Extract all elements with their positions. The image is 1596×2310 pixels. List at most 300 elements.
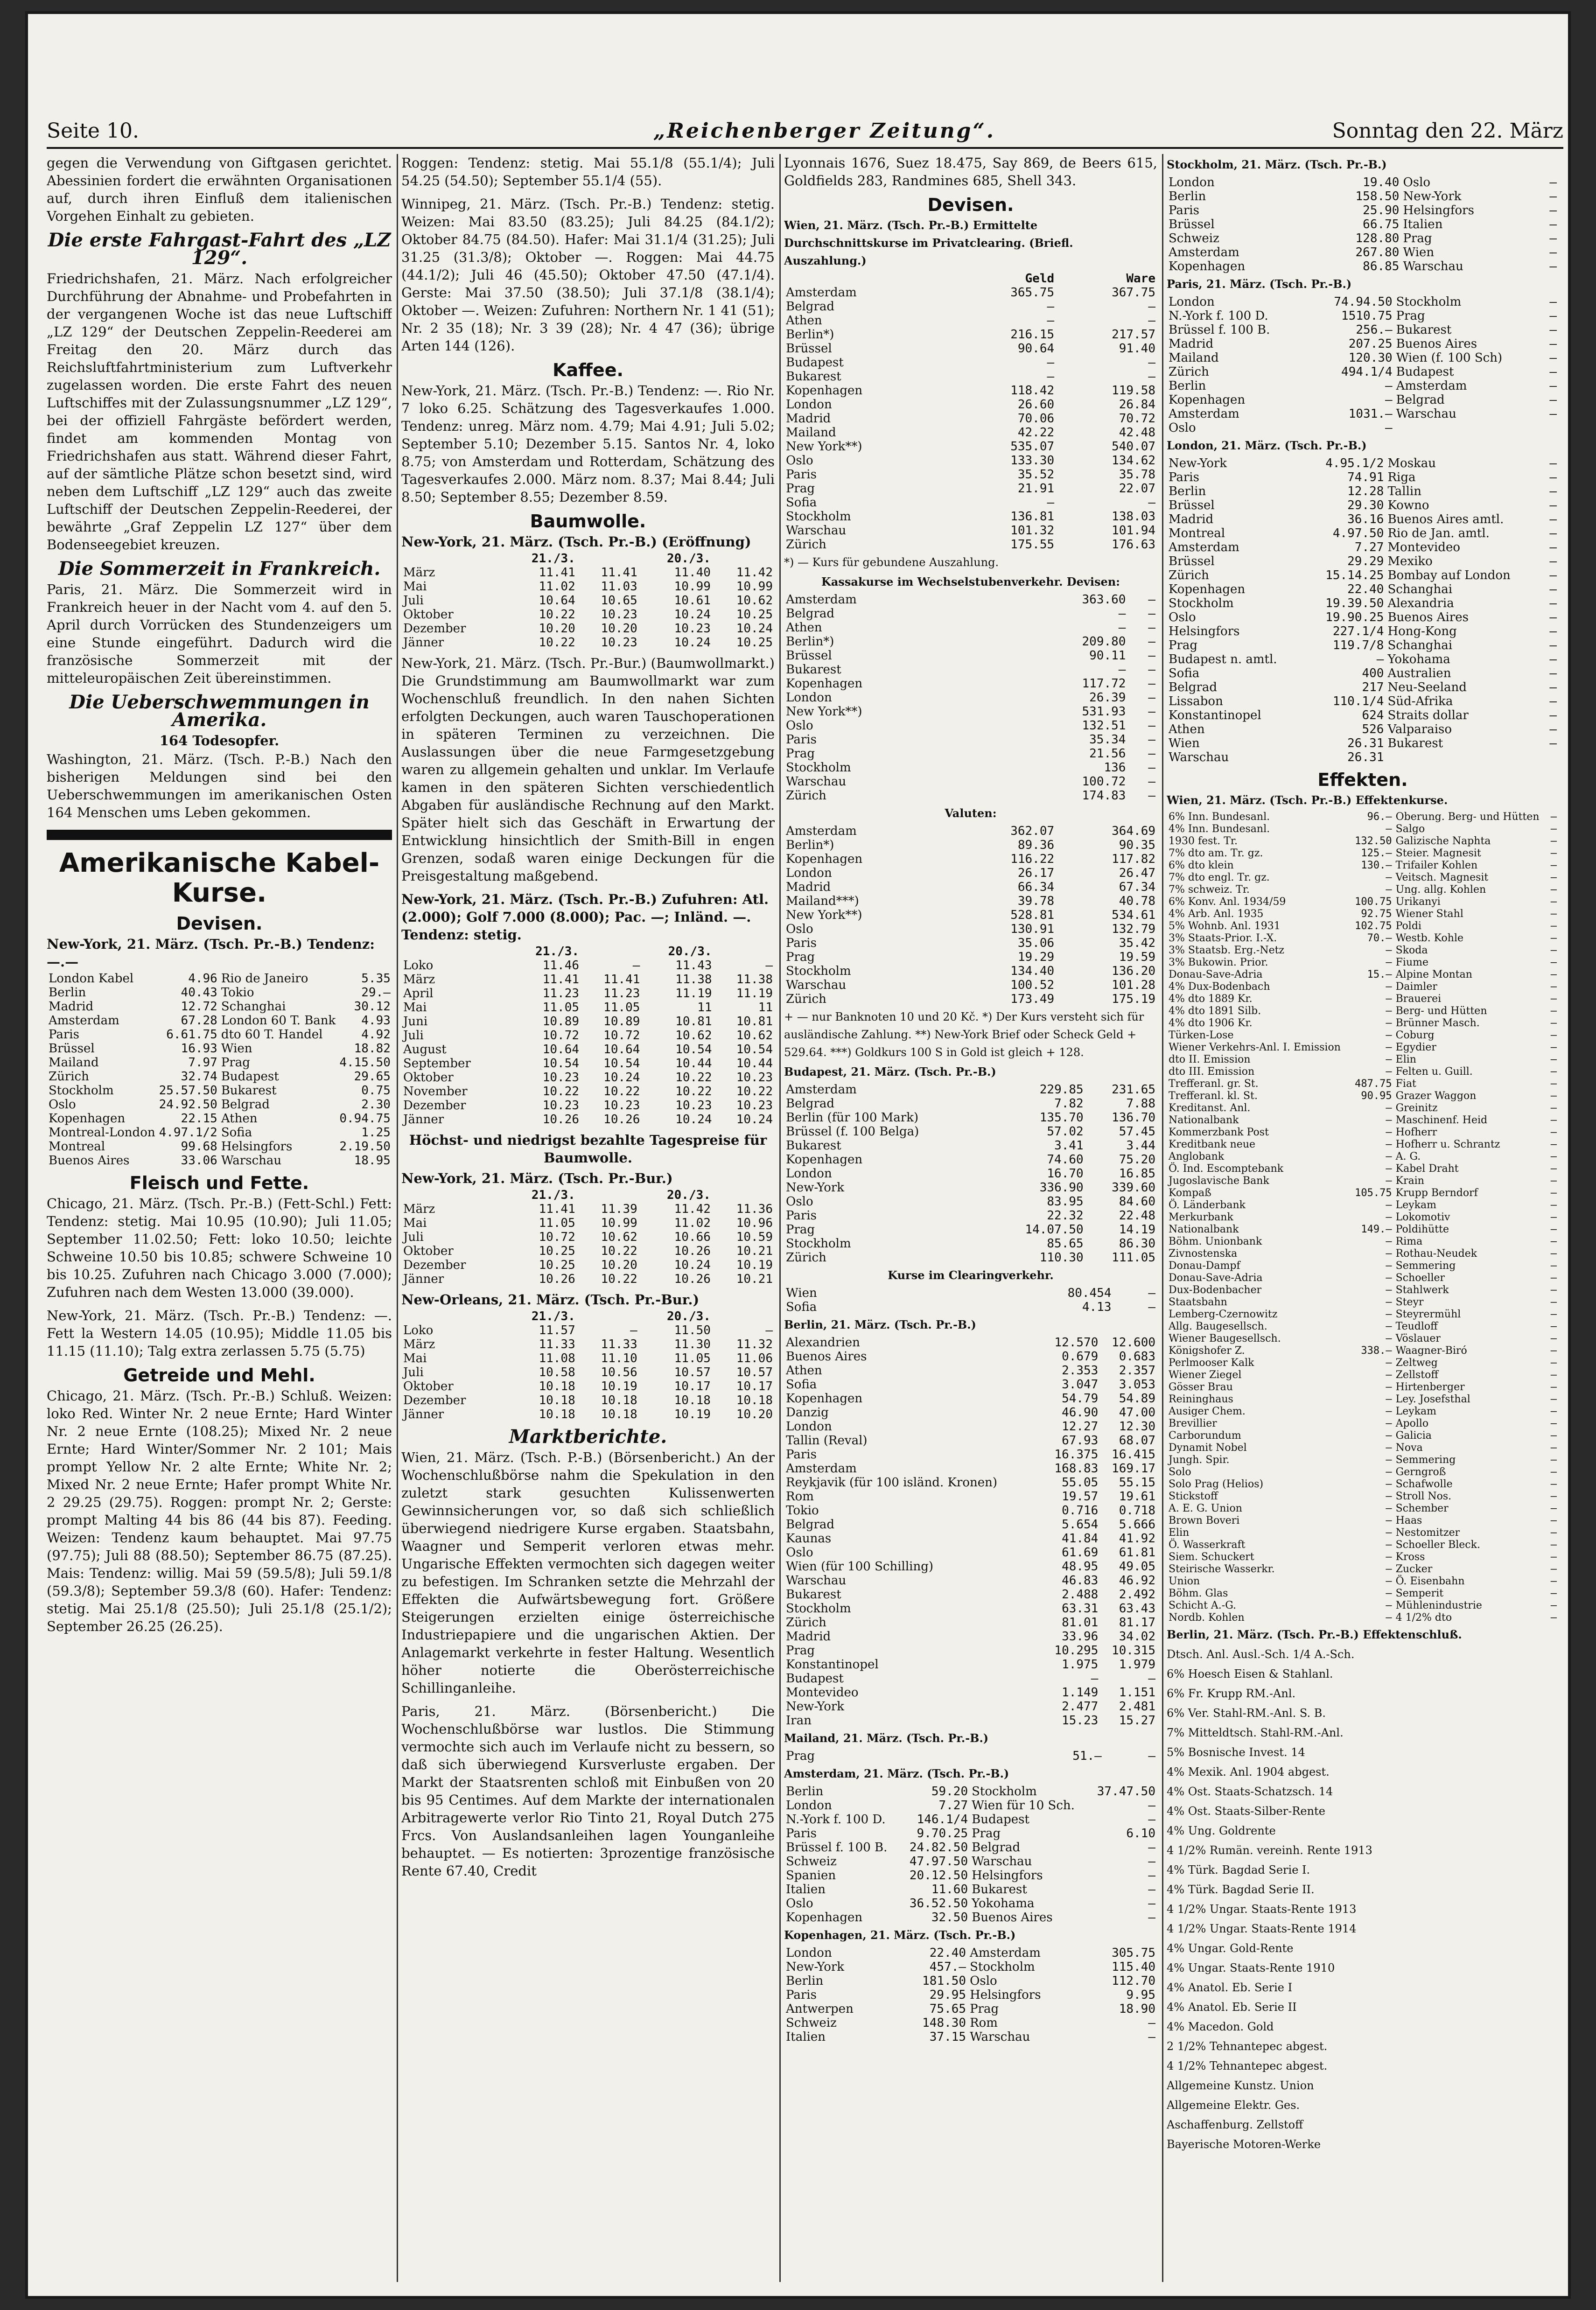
table-cell: Hirtenberger: [1395, 1381, 1465, 1393]
table-cell: —: [1386, 1005, 1392, 1017]
table-cell: Reykjavik (für 100 isländ. Kronen): [786, 1476, 998, 1490]
table-cell: 531.93: [1082, 705, 1126, 719]
table-cell: 11.05: [674, 1351, 711, 1365]
table-cell: 10.66: [674, 1230, 711, 1244]
table-row: [784, 1658, 1157, 1672]
table-row: [784, 1841, 1157, 1855]
table-cell: 22.40: [1347, 582, 1384, 596]
table-cell: Dux-Bodenbacher: [1169, 1284, 1262, 1296]
table-cell: Tallin: [1387, 484, 1421, 498]
table-cell: Warschau: [786, 1574, 847, 1588]
table-cell: Schanghai: [1387, 582, 1453, 596]
table-cell: London: [1169, 175, 1215, 189]
column-2: [401, 154, 775, 2282]
wien-note: *) — Kurs für gebundene Auszahlung.: [784, 556, 999, 569]
table-row: [401, 1085, 775, 1099]
article-baumwollmarkt: New-York, 21. März. (Tsch. Pr.-Bur.) (Baumwollmarkt.) Die Grundstimmung am Baumwollmarkt war zum Wochenschluß freundlich. In den nahen Sichten erfolgten Deckungen, auch waren Tauschoperationen in späteren Terminen zu verzeichnen. Die Auslassungen über die neue Farmgesetzgebung waren zu allgemein gehalten und unklar. Im Verlaufe kamen in den späteren Sichten verschiedentlich Abgaben für ausländische Rechnung auf den Markt. Später hielt sich das Geschäft in Erwartung der Entwicklung hinsichtlich der Smith-Bill in engen Grenzen, sodaß waren einige Deckungen für die Preisgestaltung maßgebend.: [401, 655, 775, 884]
table-cell: Australien: [1387, 666, 1451, 680]
clearing-title: Kurse im Clearingverkehr.: [888, 1268, 1054, 1282]
table-cell: 10.44: [736, 1057, 773, 1071]
table-row: [784, 1434, 1157, 1448]
table-cell: 10.22: [601, 1272, 637, 1286]
table-cell: Perlmooser Kalk: [1169, 1357, 1254, 1369]
table-cell: —: [1550, 1551, 1557, 1563]
table-row: [784, 1350, 1157, 1364]
table-cell: Poldihütte: [1395, 1224, 1449, 1235]
table-cell: 26.84: [1119, 398, 1155, 412]
table-cell: London: [786, 1799, 832, 1813]
table-cell: 136.81: [1010, 510, 1055, 524]
table-cell: Stockholm: [786, 1602, 851, 1616]
table-cell: 19.40: [1363, 175, 1400, 189]
table-row: [1167, 1284, 1559, 1296]
table-cell: 11.41: [539, 1202, 575, 1216]
table-cell: —: [1549, 189, 1557, 203]
table-cell: März: [403, 1202, 435, 1216]
table-cell: 24.82.50: [909, 1841, 968, 1855]
table-cell: —: [1148, 1869, 1155, 1883]
table-cell: Oktober: [403, 1244, 454, 1258]
table-cell: —: [1550, 1491, 1557, 1502]
table-row: [784, 607, 1157, 621]
table-cell: 70.72: [1119, 412, 1155, 426]
table-cell: Mexiko: [1387, 554, 1433, 568]
table-cell: Rothau-Neudek: [1395, 1248, 1477, 1260]
table-cell: 10.62: [736, 1029, 773, 1043]
table-cell: —: [1549, 722, 1557, 736]
table-cell: Jänner: [403, 1113, 444, 1127]
table-row: [401, 1029, 775, 1043]
table-cell: Maschinenf. Heid: [1395, 1114, 1488, 1126]
column-rule: [397, 154, 398, 2282]
table-cell: Montreal: [1169, 526, 1225, 540]
list-item: 6% Fr. Krupp RM.-Anl.: [1167, 1687, 1296, 1700]
table-row: [784, 1223, 1157, 1237]
table-cell: 231.65: [1112, 1083, 1155, 1097]
list-item: 2 1/2% Tehnantepec abgest.: [1167, 2040, 1328, 2053]
table-cell: 175.55: [1010, 538, 1055, 552]
table-cell: 22.48: [1119, 1209, 1155, 1223]
table-cell: Riga: [1387, 470, 1416, 484]
mailand-table: [784, 1749, 1157, 1763]
table-row: [784, 328, 1157, 342]
table-cell: Mailand***): [786, 894, 859, 908]
table-row: [1167, 540, 1559, 554]
table-cell: 89.36: [1017, 838, 1055, 852]
table-cell: 10.57: [674, 1365, 711, 1379]
table-cell: 49.05: [1119, 1560, 1155, 1574]
table-cell: —: [1550, 1309, 1557, 1320]
table-cell: —: [765, 1323, 773, 1337]
table-row: [1167, 750, 1559, 764]
table-cell: Waagner-Biró: [1395, 1345, 1467, 1357]
table-cell: 119.58: [1112, 384, 1155, 398]
table-row: [1167, 920, 1559, 932]
table-cell: 173.49: [1010, 992, 1055, 1006]
table-cell: —: [1549, 351, 1557, 365]
table-cell: —: [1550, 811, 1557, 823]
table-cell: Kreditbank neue: [1169, 1139, 1256, 1150]
table-cell: Ley. Josefsthal: [1395, 1393, 1470, 1405]
table-cell: 47.00: [1119, 1406, 1155, 1420]
table-cell: —: [1148, 775, 1155, 789]
table-cell: 10.24: [674, 1258, 711, 1272]
table-cell: 61.81: [1119, 1546, 1155, 1560]
table-cell: 16.70: [1047, 1167, 1084, 1181]
table-cell: Belgrad: [786, 300, 835, 314]
table-cell: Leykam: [1395, 1406, 1437, 1417]
table-cell: 11.33: [539, 1337, 575, 1351]
table-cell: 4.96: [188, 972, 217, 986]
table-row: [47, 1140, 392, 1154]
table-cell: Rom: [970, 2016, 998, 2030]
table-row: [1167, 526, 1559, 540]
table-cell: —: [1386, 993, 1392, 1005]
table-cell: 11.43: [675, 959, 712, 973]
table-cell: London 60 T. Bank: [221, 1014, 336, 1028]
table-cell: Berlin*): [786, 635, 834, 649]
table-cell: Amsterdam: [1169, 540, 1239, 554]
table-row: [1167, 1211, 1559, 1224]
table-cell: 10.22: [601, 1244, 637, 1258]
list-item: 4% Türk. Bagdad Serie I.: [1167, 1863, 1310, 1876]
table-cell: New-York: [1169, 456, 1227, 470]
table-cell: —: [1549, 407, 1557, 421]
table-row: [784, 370, 1157, 384]
table-cell: 2.488: [1062, 1588, 1099, 1602]
table-cell: Dezember: [403, 1393, 466, 1407]
table-cell: —: [1047, 300, 1055, 314]
table-cell: 134.62: [1112, 454, 1155, 468]
table-row: [1167, 1309, 1559, 1321]
list-item: Allgemeine Kunstz. Union: [1167, 2079, 1314, 2092]
table-cell: —: [1386, 1284, 1392, 1296]
table-row: [784, 1378, 1157, 1392]
table-row: [784, 1700, 1157, 1714]
table-row: [1167, 1236, 1559, 1248]
table-cell: Lissabon: [1169, 694, 1223, 708]
table-cell: 534.61: [1112, 908, 1155, 922]
table-cell: 35.78: [1119, 468, 1155, 482]
table-cell: —: [1386, 1102, 1392, 1114]
table-cell: Süd-Afrika: [1387, 694, 1453, 708]
table-cell: Semmering: [1395, 1260, 1456, 1272]
list-item: 4% Anatol. Eb. Serie I: [1167, 1981, 1293, 1994]
table-cell: New York**): [786, 440, 862, 454]
table-row: [1167, 1600, 1559, 1612]
table-cell: —: [1386, 1054, 1392, 1065]
table-cell: 10.20: [736, 1407, 773, 1421]
table-row: [1167, 1199, 1559, 1211]
table-row: [784, 1560, 1157, 1574]
list-item: 4% Ung. Goldrente: [1167, 1824, 1276, 1837]
table-cell: —: [1550, 1248, 1557, 1260]
table-cell: —: [1386, 1406, 1392, 1417]
table-cell: 10.25: [736, 608, 773, 622]
table-cell: Reininghaus: [1169, 1393, 1233, 1405]
table-row: [401, 594, 775, 608]
table-row: [401, 1323, 775, 1337]
table-cell: 10.89: [542, 1015, 580, 1029]
table-cell: —: [1386, 1151, 1392, 1162]
table-row: [1167, 484, 1559, 498]
table-cell: 74.60: [1047, 1153, 1084, 1167]
table-row: [784, 1714, 1157, 1728]
budapest-table: [784, 1083, 1157, 1265]
table-cell: Amsterdam: [1169, 245, 1239, 259]
table-cell: 11: [758, 1001, 773, 1015]
table-row: [1167, 1357, 1559, 1369]
table-cell: 11.32: [736, 1337, 773, 1351]
list-item: Allgemeine Elektr. Ges.: [1167, 2099, 1300, 2112]
table-cell: —: [1549, 470, 1557, 484]
table-cell: Schoeller Bleck.: [1395, 1539, 1480, 1551]
table-cell: 10.96: [736, 1216, 773, 1230]
table-cell: Jungh. Spir.: [1169, 1454, 1230, 1466]
table-cell: 10.23: [601, 608, 637, 622]
table-cell: London: [786, 1946, 832, 1960]
table-cell: 11.46: [542, 959, 580, 973]
table-cell: —: [1148, 691, 1155, 705]
baumwolle-table-2: [401, 945, 775, 1127]
table-cell: Berlin: [1169, 484, 1206, 498]
table-cell: —: [1148, 370, 1155, 384]
table-header-cell: 20./3.: [668, 945, 712, 959]
table-cell: Paris: [786, 1827, 817, 1841]
table-cell: 3.41: [1054, 1139, 1084, 1153]
table-cell: 10.57: [736, 1365, 773, 1379]
table-cell: 339.60: [1112, 1181, 1155, 1195]
table-cell: —: [1549, 512, 1557, 526]
table-cell: 10.26: [539, 1272, 575, 1286]
table-cell: 91.40: [1119, 342, 1155, 356]
table-row: [47, 1014, 392, 1028]
table-cell: September: [403, 1057, 471, 1071]
table-cell: Oktober: [403, 1071, 454, 1085]
table-row: [401, 1057, 775, 1071]
table-row: [784, 496, 1157, 510]
table-cell: Hofherr: [1395, 1127, 1437, 1138]
table-cell: —: [1148, 705, 1155, 719]
table-cell: —: [1549, 540, 1557, 554]
issue-date: Sonntag den 22. März: [1332, 119, 1563, 143]
table-cell: 1.25: [361, 1126, 391, 1140]
table-cell: —: [1549, 365, 1557, 379]
section-fleisch: Fleisch und Fette.: [129, 1173, 309, 1193]
table-cell: 81.01: [1062, 1616, 1099, 1630]
table-row: [401, 1337, 775, 1351]
table-cell: 100.52: [1010, 978, 1055, 992]
table-row: [1167, 1612, 1559, 1624]
table-cell: 12.30: [1119, 1420, 1155, 1434]
table-cell: 10.25: [539, 1244, 575, 1258]
table-row: [401, 1379, 775, 1393]
table-row: [1167, 1588, 1559, 1600]
table-cell: 10.89: [603, 1015, 640, 1029]
table-cell: 11.36: [736, 1202, 773, 1216]
table-row: [784, 398, 1157, 412]
table-cell: 1031.—: [1348, 407, 1393, 421]
table-cell: —: [1550, 1296, 1557, 1308]
table-cell: 92.75: [1361, 908, 1392, 920]
table-cell: 10.23: [542, 1099, 580, 1113]
table-cell: 70.06: [1017, 412, 1055, 426]
table-cell: Madrid: [1169, 337, 1214, 351]
table-cell: —: [1549, 337, 1557, 351]
table-cell: 4.92: [361, 1028, 391, 1042]
table-cell: Warschau: [1396, 407, 1456, 421]
table-cell: 15.14.25: [1325, 568, 1384, 582]
table-row: [401, 608, 775, 622]
table-cell: London: [786, 1420, 832, 1434]
table-row: [401, 1202, 775, 1216]
table-cell: 11.19: [675, 987, 712, 1001]
table-cell: 32.74: [181, 1070, 217, 1084]
table-cell: 66.75: [1363, 217, 1400, 231]
table-cell: 400: [1362, 666, 1384, 680]
table-cell: Dynamit Nobel: [1169, 1442, 1247, 1454]
table-row: [1167, 1527, 1559, 1539]
table-row: [784, 1644, 1157, 1658]
table-cell: 4.97.1/2: [159, 1126, 217, 1140]
table-cell: Yokohama: [1387, 652, 1450, 666]
table-cell: —: [1386, 1127, 1392, 1138]
table-cell: Zürich: [786, 992, 826, 1006]
table-row: [1167, 1005, 1559, 1017]
table-cell: Amsterdam: [49, 1014, 119, 1028]
table-cell: 11.23: [542, 987, 580, 1001]
table-cell: 99.68: [181, 1140, 217, 1154]
table-row: [1167, 847, 1559, 860]
table-cell: —: [1550, 1236, 1557, 1247]
table-row: [401, 1365, 775, 1379]
table-cell: 10.24: [675, 1113, 712, 1127]
table-cell: Stockholm: [1396, 295, 1462, 309]
table-cell: Zürich: [786, 1251, 826, 1265]
table-cell: 16.415: [1112, 1448, 1155, 1462]
table-row: [784, 1799, 1157, 1813]
newspaper-page: [28, 14, 1568, 2296]
table-cell: Helsingfors: [1403, 203, 1474, 217]
london-table: [1167, 456, 1559, 764]
table-row: [401, 566, 775, 580]
table-row: [784, 454, 1157, 468]
table-cell: Budapest: [972, 1813, 1029, 1827]
table-row: [784, 635, 1157, 649]
table-row: [1167, 957, 1559, 969]
table-cell: Prag: [786, 1223, 815, 1237]
list-item: 4% Ost. Staats-Schatzsch. 14: [1167, 1785, 1333, 1798]
table-cell: 26.60: [1017, 398, 1055, 412]
table-cell: Coburg: [1395, 1029, 1435, 1041]
table-cell: Bukarest: [972, 1883, 1027, 1897]
table-cell: —: [1386, 884, 1392, 896]
table-row: [1167, 1175, 1559, 1187]
table-cell: [1394, 421, 1544, 435]
table-cell: 2.481: [1119, 1700, 1155, 1714]
table-row: [784, 775, 1157, 789]
table-cell: —: [1386, 1309, 1392, 1320]
table-cell: 4% dto 1889 Kr.: [1169, 993, 1253, 1005]
article-flood: Washington, 21. März. (Tsch. P.-B.) Nach den bisherigen Meldungen sind bei den Ueberschwemmungen im amerikanischen Osten 164 Menschen ums Leben gekommen.: [47, 751, 392, 820]
table-cell: 29.95: [929, 1988, 966, 2002]
table-cell: —: [1550, 945, 1557, 956]
table-cell: 148.30: [922, 2016, 966, 2030]
table-row: [1167, 1127, 1559, 1139]
table-cell: Fiat: [1395, 1078, 1416, 1090]
table-cell: Oktober: [403, 1379, 454, 1393]
table-cell: Paris: [786, 1209, 817, 1223]
table-cell: 132.79: [1112, 922, 1155, 936]
table-cell: 2.357: [1119, 1364, 1155, 1378]
table-cell: 39.78: [1017, 894, 1055, 908]
table-row: [784, 538, 1157, 552]
baumwolle-dateline-3: New-York, 21. März. (Tsch. Pr.-Bur.): [401, 1170, 673, 1186]
table-cell: 10.18: [736, 1393, 773, 1407]
table-row: [1167, 351, 1559, 365]
table-cell: 540.07: [1112, 440, 1155, 454]
table-cell: 16.93: [181, 1042, 217, 1056]
table-cell: 100.72: [1082, 775, 1126, 789]
table-cell: 3.047: [1062, 1378, 1099, 1392]
table-cell: Straits dollar: [1387, 708, 1469, 722]
table-row: [1167, 1260, 1559, 1272]
table-cell: 305.75: [1112, 1946, 1155, 1960]
table-row: [1167, 1187, 1559, 1199]
table-cell: Egydier: [1395, 1042, 1436, 1053]
table-cell: Amsterdam: [786, 1462, 857, 1476]
table-row: [1167, 1066, 1559, 1078]
table-cell: —: [1385, 379, 1393, 393]
table-cell: Helsingfors: [970, 1988, 1041, 2002]
table-cell: 10.25: [539, 1258, 575, 1272]
table-cell: 10.295: [1054, 1644, 1099, 1658]
table-cell: 14.19: [1119, 1223, 1155, 1237]
table-row: [784, 1111, 1157, 1125]
table-cell: Brüssel: [786, 649, 832, 663]
table-cell: —: [1386, 981, 1392, 993]
table-cell: —: [1386, 1454, 1392, 1466]
table-cell: 135.70: [1039, 1111, 1084, 1125]
table-cell: Elin: [1395, 1054, 1416, 1065]
table-cell: Ung. allg. Kohlen: [1395, 884, 1486, 896]
table-cell: 133.30: [1010, 454, 1055, 468]
table-cell: 130.—: [1361, 860, 1392, 871]
table-cell: 256.—: [1356, 323, 1393, 337]
table-cell: 102.75: [1355, 920, 1392, 932]
table-cell: 10.18: [674, 1393, 711, 1407]
table-cell: 364.69: [1112, 824, 1155, 838]
table-cell: 0.75: [361, 1084, 391, 1098]
table-cell: —: [1386, 1333, 1392, 1344]
table-row: [784, 1574, 1157, 1588]
table-cell: 528.81: [1010, 908, 1055, 922]
table-cell: 128.80: [1355, 231, 1400, 245]
table-cell: —: [1386, 1430, 1392, 1442]
table-cell: 7.82: [1054, 1097, 1084, 1111]
table-cell: —: [1386, 1393, 1392, 1405]
table-cell: Stockholm: [786, 510, 851, 524]
table-cell: Berlin: [786, 1785, 824, 1799]
table-row: [401, 1099, 775, 1113]
table-cell: 10.18: [601, 1393, 637, 1407]
table-cell: 101.28: [1112, 978, 1155, 992]
table-cell: Felten u. Guill.: [1395, 1066, 1473, 1078]
table-row: [784, 1251, 1157, 1265]
table-cell: —: [1386, 1381, 1392, 1393]
table-row: [784, 2016, 1157, 2030]
table-row: [784, 1518, 1157, 1532]
